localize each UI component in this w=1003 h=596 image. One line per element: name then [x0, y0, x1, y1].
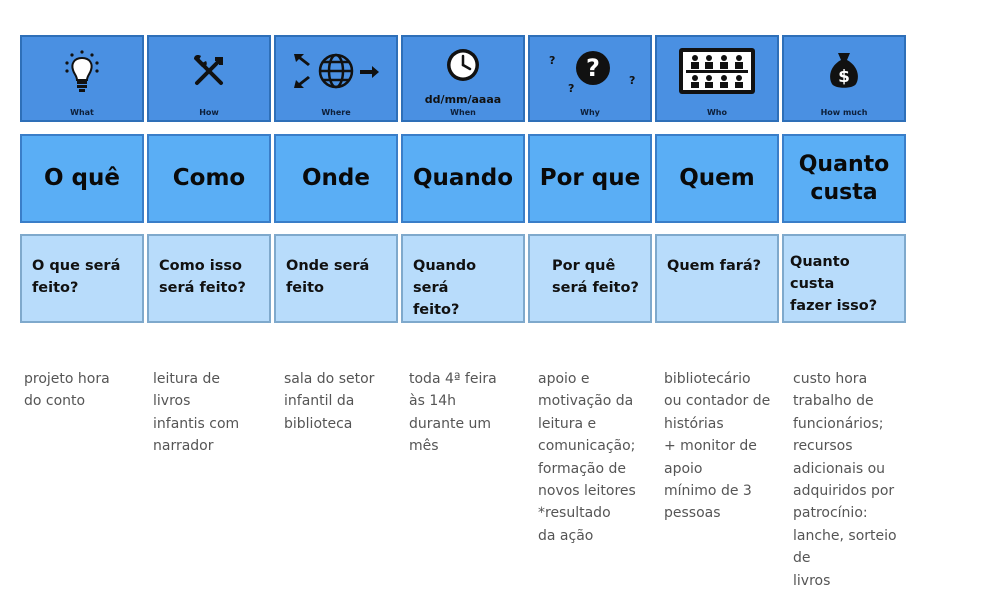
why-caption: Why	[580, 108, 600, 117]
money-bag-icon	[784, 47, 904, 95]
answer-onde: sala do setor infantil da biblioteca	[284, 371, 375, 432]
svg-text:?: ?	[568, 82, 575, 95]
answer-por-que: apoio e motivação da leitura e comunicação; formação de novos leitores *resultado da ação	[538, 371, 636, 544]
lightbulb-icon	[22, 47, 142, 95]
answer-quando: toda 4ª feira às 14h durante um mês	[409, 371, 497, 455]
question-quanto-custa: Quanto custa fazer isso?	[782, 234, 906, 323]
question-icon	[530, 47, 650, 95]
people-icon	[657, 47, 777, 95]
title-quem: Quem	[655, 134, 779, 223]
answer-quem: bibliotecário ou contador de histórias + monitor de apoio mínimo de 3 pessoas	[664, 371, 771, 522]
svg-text:$: $	[838, 67, 850, 87]
question-onde: Onde será feito	[274, 234, 398, 323]
where-icon-box	[274, 35, 398, 122]
where-caption: Where	[321, 108, 351, 117]
globe-icon	[276, 47, 396, 95]
svg-text:?: ?	[629, 74, 636, 87]
how-much-icon-box	[782, 35, 906, 122]
how-much-caption: How much	[820, 108, 868, 117]
why-icon-box	[528, 35, 652, 122]
who-icon-box	[655, 35, 779, 122]
when-icon-box	[401, 35, 525, 122]
clock-icon	[403, 45, 523, 85]
question-o-que: O que será feito?	[20, 234, 144, 323]
question-quando: Quando será feito?	[401, 234, 525, 323]
answer-quanto-custa: custo hora trabalho de funcionários; recursos adicionais ou adquiridos por patrocínio: lanche, sorteio de livros	[793, 371, 897, 589]
how-icon-box	[147, 35, 271, 122]
svg-text:?: ?	[586, 54, 600, 82]
question-por-que: Por quê será feito?	[528, 234, 652, 323]
date-format-label: dd/mm/aaaa	[424, 93, 502, 106]
how-caption: How	[199, 108, 219, 117]
title-por-que: Por que	[528, 134, 652, 223]
what-icon-box	[20, 35, 144, 122]
what-caption: What	[70, 108, 94, 117]
title-quando: Quando	[401, 134, 525, 223]
title-quanto-custa: Quanto custa	[782, 134, 906, 223]
answer-o-que: projeto hora do conto	[24, 371, 110, 410]
svg-text:?: ?	[549, 54, 556, 67]
title-como: Como	[147, 134, 271, 223]
tools-icon	[149, 47, 269, 95]
title-o-que: O quê	[20, 134, 144, 223]
who-caption: Who	[706, 108, 727, 117]
title-onde: Onde	[274, 134, 398, 223]
question-quem: Quem fará?	[655, 234, 779, 323]
answer-como: leitura de livros infantis com narrador	[153, 371, 240, 455]
question-como: Como isso será feito?	[147, 234, 271, 323]
when-caption: When	[450, 108, 476, 117]
